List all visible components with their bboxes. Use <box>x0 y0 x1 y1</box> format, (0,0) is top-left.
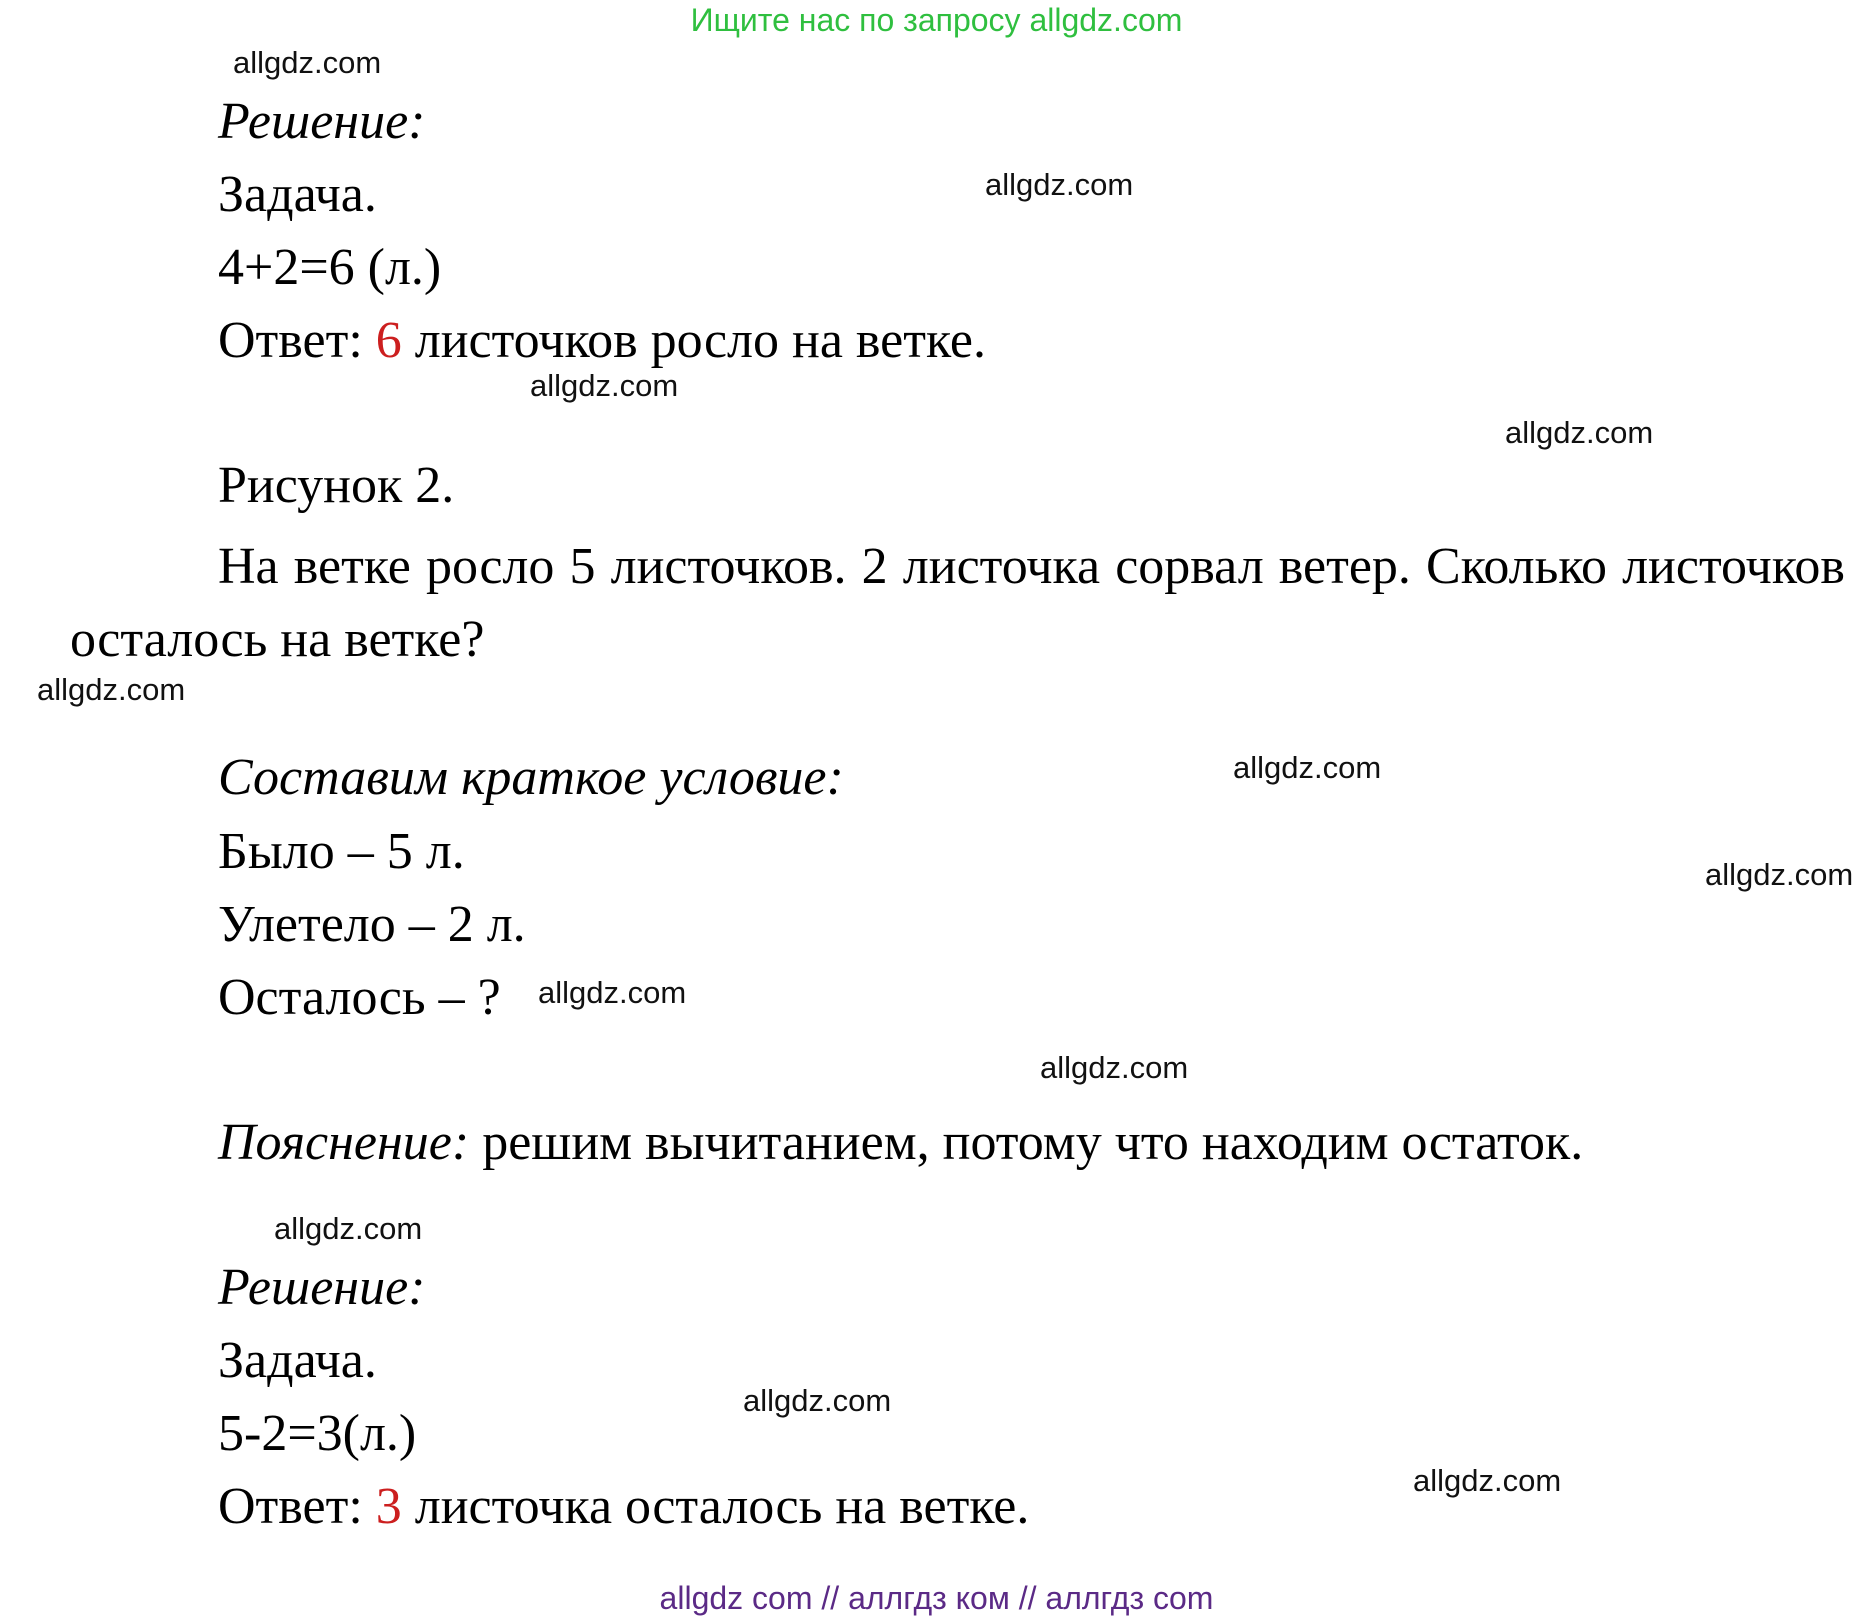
condition-heading: Составим краткое условие: <box>218 749 844 806</box>
watermark: allgdz.com <box>530 368 679 403</box>
solution-heading: Решение: <box>218 1259 426 1316</box>
watermark: allgdz.com <box>274 1211 423 1246</box>
solution-heading: Решение: <box>218 93 426 150</box>
watermark: allgdz.com <box>1233 750 1382 785</box>
condition-line: Осталось – ? <box>218 969 501 1026</box>
watermark: allgdz.com <box>538 975 687 1010</box>
figure-label: Рисунок 2. <box>218 457 455 514</box>
watermark: allgdz.com <box>985 167 1134 202</box>
watermark: allgdz.com <box>743 1383 892 1418</box>
answer-suffix: листочков росло на ветке. <box>414 312 986 369</box>
watermark: allgdz.com <box>37 672 186 707</box>
equation: 5-2=3(л.) <box>218 1405 417 1462</box>
watermark: allgdz.com <box>233 45 382 80</box>
answer-suffix: листочка осталось на ветке. <box>414 1478 1030 1535</box>
answer-line <box>218 1477 1029 1537</box>
watermark: allgdz.com <box>1705 857 1854 892</box>
search-hint-banner: Ищите нас по запросу allgdz.com <box>690 2 1183 38</box>
answer-number: 3 <box>375 1478 402 1535</box>
answer-number: 6 <box>375 312 402 369</box>
condition-line: Было – 5 л. <box>218 823 465 880</box>
equation: 4+2=6 (л.) <box>218 239 442 296</box>
explanation-text: решим вычитанием, потому что находим остаток. <box>482 1114 1584 1171</box>
condition-line: Улетело – 2 л. <box>218 896 526 953</box>
answer-prefix: Ответ: <box>218 1478 363 1535</box>
explanation-label: Пояснение: <box>218 1114 470 1171</box>
watermark: allgdz.com <box>1505 415 1654 450</box>
answer-line <box>218 311 986 371</box>
task-label: Задача. <box>218 1332 377 1389</box>
footer-links: allgdz com // аллгдз ком // аллгдз com <box>659 1580 1214 1616</box>
watermark: allgdz.com <box>1040 1050 1189 1085</box>
answer-prefix: Ответ: <box>218 312 363 369</box>
watermark: allgdz.com <box>1413 1463 1562 1498</box>
problem-text: На ветке росло 5 листочков. 2 листочка сорвал ветер. Сколько листочков осталось на ветке? <box>70 538 1845 668</box>
explanation-line <box>218 1113 1583 1173</box>
task-label: Задача. <box>218 166 377 223</box>
